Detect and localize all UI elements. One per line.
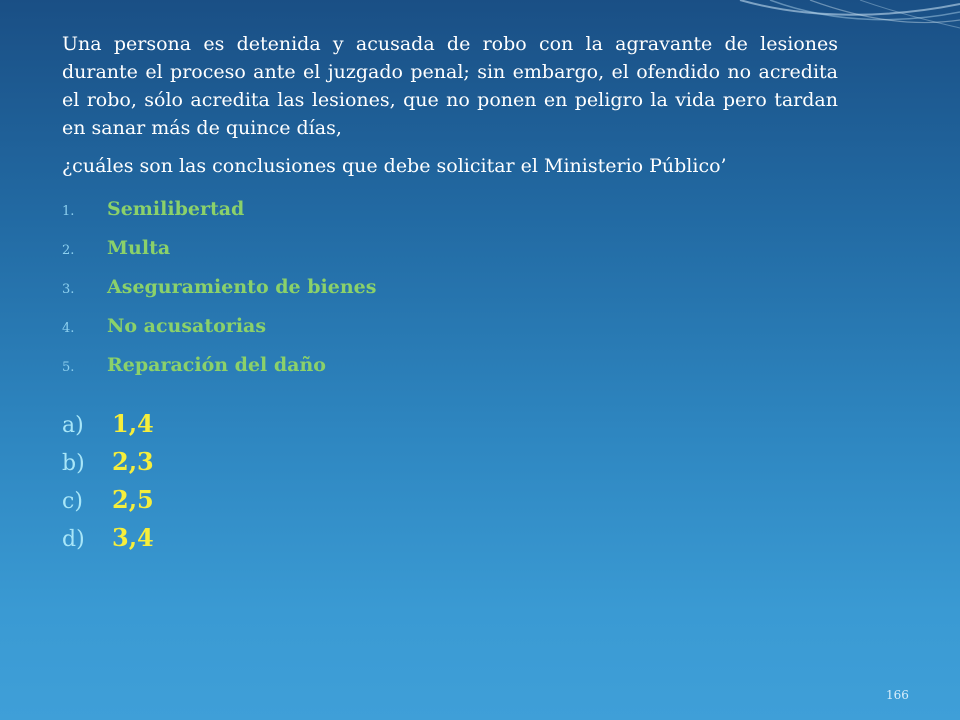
option-number: 1.: [62, 204, 75, 219]
option-number: 5.: [62, 360, 75, 375]
answer-choice: [62, 443, 838, 481]
option-number: 3.: [62, 282, 75, 297]
answer-letter: c): [62, 489, 83, 514]
option-label: No acusatorias: [107, 315, 267, 337]
answer-letter: a): [62, 413, 84, 438]
slide-content: [62, 30, 838, 557]
answer-choice: [62, 481, 838, 519]
answer-choice: [62, 405, 838, 443]
page-number: 166: [886, 688, 909, 702]
answer-choices-list: [62, 405, 838, 557]
option-item: [62, 229, 838, 268]
numbered-options-list: [62, 190, 838, 385]
answer-letter: d): [62, 527, 85, 552]
option-number: 2.: [62, 243, 75, 258]
answer-value: 2,3: [112, 447, 154, 476]
option-item: [62, 190, 838, 229]
answer-value: 2,5: [112, 485, 154, 514]
option-label: Semilibertad: [107, 198, 245, 220]
option-label: Aseguramiento de bienes: [107, 276, 377, 298]
option-number: 4.: [62, 321, 75, 336]
option-item: [62, 346, 838, 385]
answer-value: 3,4: [112, 523, 154, 552]
answer-letter: b): [62, 451, 85, 476]
option-label: Reparación del daño: [107, 354, 326, 376]
option-label: Multa: [107, 237, 171, 259]
answer-value: 1,4: [112, 409, 154, 438]
problem-paragraph: Una persona es detenida y acusada de robo con la agravante de lesiones durante el proceso ante el juzgado penal; sin embargo, el ofendido no acredita el robo, sólo acredita las lesiones, que no ponen en peligro la vida pero tardan en sanar más de quince días,: [62, 33, 838, 139]
question-text: ¿cuáles son las conclusiones que debe solicitar el Ministerio Público’: [62, 155, 727, 177]
option-item: [62, 307, 838, 346]
answer-choice: [62, 519, 838, 557]
option-item: [62, 268, 838, 307]
